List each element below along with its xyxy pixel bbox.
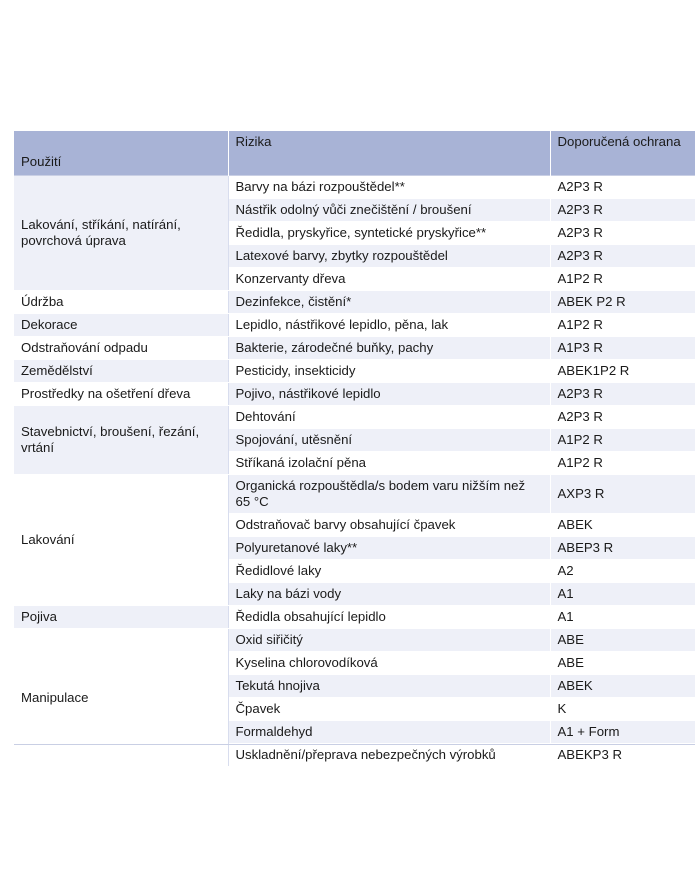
risk-cell: Barvy na bázi rozpouštědel** (228, 176, 550, 199)
protection-cell: A1P3 R (550, 337, 695, 360)
category-cell: Odstraňování odpadu (14, 337, 228, 360)
risk-cell: Dehtování (228, 406, 550, 429)
table-row (14, 475, 695, 514)
category-cell: Manipulace (14, 629, 228, 767)
protection-cell: A2P3 R (550, 176, 695, 199)
protection-table (14, 131, 695, 767)
risk-cell: Dezinfekce, čistění* (228, 291, 550, 314)
category-cell: Zemědělství (14, 360, 228, 383)
risk-cell: Uskladnění/přeprava nebezpečných výrobků (228, 744, 550, 767)
risk-cell: Stříkaná izolační pěna (228, 452, 550, 475)
risk-cell: Ředidla, pryskyřice, syntetické pryskyřice** (228, 222, 550, 245)
protection-cell: A1P2 R (550, 314, 695, 337)
risk-cell: Nástřik odolný vůči znečištění / broušení (228, 199, 550, 222)
protection-cell: A2P3 R (550, 245, 695, 268)
protection-cell: A1P2 R (550, 452, 695, 475)
risk-cell: Formaldehyd (228, 721, 550, 744)
protection-cell: K (550, 698, 695, 721)
protection-cell: ABEP3 R (550, 537, 695, 560)
table-row (14, 291, 695, 314)
protection-cell: A2P3 R (550, 199, 695, 222)
category-cell: Stavebnictví, broušení, řezání, vrtání (14, 406, 228, 475)
risk-cell: Latexové barvy, zbytky rozpouštědel (228, 245, 550, 268)
table-row (14, 314, 695, 337)
category-cell: Lakování (14, 475, 228, 606)
protection-cell: A2 (550, 560, 695, 583)
protection-cell: ABE (550, 629, 695, 652)
risk-cell: Konzervanty dřeva (228, 268, 550, 291)
table-body (14, 176, 695, 767)
risk-cell: Ředidlové laky (228, 560, 550, 583)
category-cell: Dekorace (14, 314, 228, 337)
risk-cell: Laky na bázi vody (228, 583, 550, 606)
table-row (14, 629, 695, 652)
risk-cell: Polyuretanové laky** (228, 537, 550, 560)
protection-cell: A2P3 R (550, 383, 695, 406)
table-row (14, 406, 695, 429)
protection-cell: A1 + Form (550, 721, 695, 744)
protection-cell: AXP3 R (550, 475, 695, 514)
header-risks: Rizika (228, 131, 550, 176)
risk-cell: Spojování, utěsnění (228, 429, 550, 452)
table-row (14, 606, 695, 629)
protection-cell: A1 (550, 606, 695, 629)
header-protection: Doporučená ochrana (550, 131, 695, 176)
category-cell: Prostředky na ošetření dřeva (14, 383, 228, 406)
risk-cell: Tekutá hnojiva (228, 675, 550, 698)
protection-table-container (14, 131, 695, 767)
table-row (14, 176, 695, 199)
protection-cell: A1P2 R (550, 268, 695, 291)
risk-cell: Odstraňovač barvy obsahující čpavek (228, 514, 550, 537)
table-header-row (14, 131, 695, 176)
risk-cell: Ředidla obsahující lepidlo (228, 606, 550, 629)
header-use: Použití (14, 131, 228, 176)
category-cell: Pojiva (14, 606, 228, 629)
category-cell: Údržba (14, 291, 228, 314)
table-row (14, 383, 695, 406)
protection-cell: A2P3 R (550, 222, 695, 245)
table-row (14, 337, 695, 360)
risk-cell: Oxid siřičitý (228, 629, 550, 652)
protection-cell: ABEK P2 R (550, 291, 695, 314)
risk-cell: Pojivo, nástřikové lepidlo (228, 383, 550, 406)
protection-cell: ABEK1P2 R (550, 360, 695, 383)
protection-cell: ABEKP3 R (550, 744, 695, 767)
category-cell: Lakování, stříkání, natírání, povrchová úprava (14, 176, 228, 291)
protection-cell: A1P2 R (550, 429, 695, 452)
protection-cell: A2P3 R (550, 406, 695, 429)
table-row (14, 360, 695, 383)
risk-cell: Kyselina chlorovodíková (228, 652, 550, 675)
protection-cell: ABEK (550, 675, 695, 698)
protection-cell: ABEK (550, 514, 695, 537)
protection-cell: ABE (550, 652, 695, 675)
risk-cell: Pesticidy, insekticidy (228, 360, 550, 383)
risk-cell: Bakterie, zárodečné buňky, pachy (228, 337, 550, 360)
protection-cell: A1 (550, 583, 695, 606)
table-bottom-divider (14, 744, 695, 745)
risk-cell: Lepidlo, nástřikové lepidlo, pěna, lak (228, 314, 550, 337)
risk-cell: Organická rozpouštědla/s bodem varu nižším než 65 °C (228, 475, 550, 514)
risk-cell: Čpavek (228, 698, 550, 721)
